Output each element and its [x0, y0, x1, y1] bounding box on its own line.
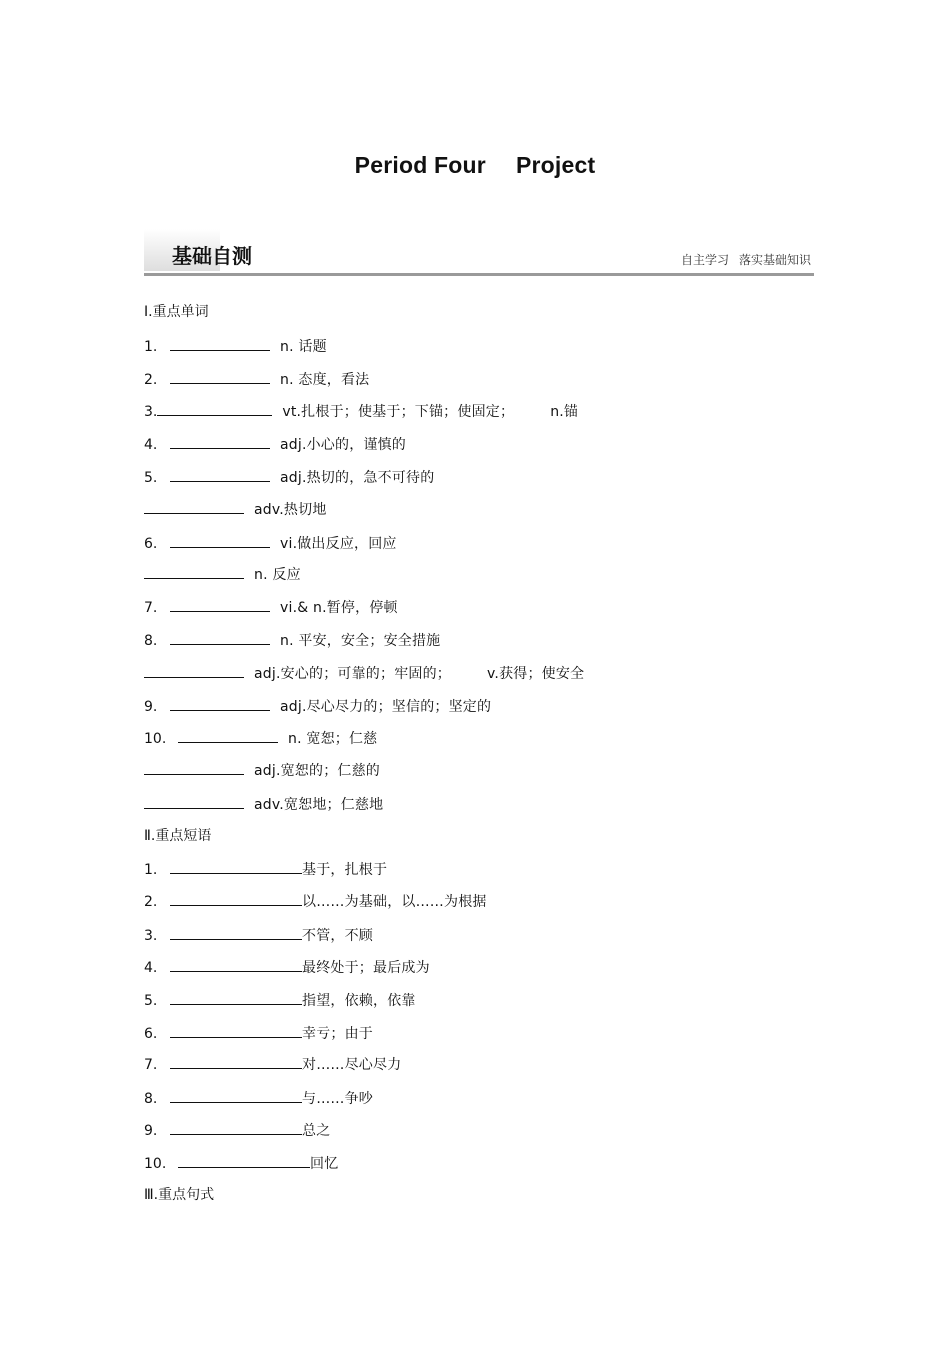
- word-line: adj.宽恕的；仁慈的: [144, 762, 380, 780]
- answer-blank[interactable]: [170, 643, 270, 645]
- section-heading-sentences: Ⅲ.重点句式: [144, 1187, 215, 1203]
- section-banner: [144, 229, 814, 276]
- answer-blank[interactable]: [144, 512, 244, 514]
- phrase-line: 9. 总之: [144, 1123, 331, 1139]
- answer-blank[interactable]: [170, 480, 270, 482]
- answer-blank[interactable]: [144, 773, 244, 775]
- answer-blank[interactable]: [157, 414, 272, 416]
- word-line: n. 反应: [144, 566, 301, 584]
- answer-blank[interactable]: [170, 1036, 302, 1038]
- phrase-line: 7. 对……尽心尽力: [144, 1057, 402, 1073]
- answer-blank[interactable]: [170, 1101, 302, 1103]
- title-period: Period Four: [354, 152, 486, 178]
- word-line: 4. adj.小心的，谨慎的: [144, 437, 407, 453]
- word-line: 9. adj.尽心尽力的；坚信的；坚定的: [144, 699, 492, 715]
- answer-blank[interactable]: [170, 970, 302, 972]
- word-line: 10. n. 宽恕；仁慈: [144, 731, 378, 747]
- phrase-line: 5. 指望，依赖，依靠: [144, 993, 416, 1009]
- phrase-line: 4. 最终处于；最后成为: [144, 960, 430, 976]
- section-heading-phrases: Ⅱ.重点短语: [144, 828, 212, 844]
- answer-blank[interactable]: [144, 676, 244, 678]
- answer-blank[interactable]: [170, 709, 270, 711]
- page-title: [0, 152, 950, 179]
- banner-title: 基础自测: [172, 244, 252, 268]
- word-line: 1. n. 话题: [144, 339, 327, 355]
- answer-blank[interactable]: [170, 1003, 302, 1005]
- answer-blank[interactable]: [178, 741, 278, 743]
- word-line: 6. vi.做出反应，回应: [144, 536, 397, 552]
- word-line: adv.热切地: [144, 501, 327, 519]
- answer-blank[interactable]: [144, 577, 244, 579]
- answer-blank[interactable]: [170, 1067, 302, 1069]
- phrase-line: 3. 不管，不顾: [144, 928, 373, 944]
- section-heading-words: Ⅰ.重点单词: [144, 304, 209, 320]
- answer-blank[interactable]: [170, 382, 270, 384]
- word-line: 7. vi.& n.暂停，停顿: [144, 600, 398, 616]
- phrase-line: 1. 基于，扎根于: [144, 862, 388, 878]
- answer-blank[interactable]: [170, 872, 302, 874]
- answer-blank[interactable]: [170, 610, 270, 612]
- answer-blank[interactable]: [144, 807, 244, 809]
- phrase-line: 8. 与……争吵: [144, 1091, 373, 1107]
- word-line: 8. n. 平安，安全；安全措施: [144, 633, 441, 649]
- phrase-line: 6. 幸亏；由于: [144, 1026, 373, 1042]
- word-line: adv.宽恕地；仁慈地: [144, 796, 383, 814]
- answer-blank[interactable]: [170, 349, 270, 351]
- word-line: 5. adj.热切的，急不可待的: [144, 470, 435, 486]
- answer-blank[interactable]: [170, 447, 270, 449]
- banner-sub-2: 落实基础知识: [738, 253, 811, 267]
- word-line: 3. vt.扎根于；使基于；下锚；使固定； n.锚: [144, 404, 579, 420]
- banner-sub-1: 自主学习: [680, 253, 729, 267]
- word-line: 2. n. 态度，看法: [144, 372, 370, 388]
- phrase-line: 2. 以……为基础，以……为根据: [144, 894, 487, 910]
- banner-subtitle: [671, 251, 811, 268]
- answer-blank[interactable]: [170, 938, 302, 940]
- answer-blank[interactable]: [178, 1166, 310, 1168]
- answer-blank[interactable]: [170, 546, 270, 548]
- answer-blank[interactable]: [170, 904, 302, 906]
- answer-blank[interactable]: [170, 1133, 302, 1135]
- word-line: adj.安心的；可靠的；牢固的； v.获得；使安全: [144, 665, 584, 683]
- title-project: Project: [515, 152, 596, 178]
- phrase-line: 10. 回忆: [144, 1156, 339, 1172]
